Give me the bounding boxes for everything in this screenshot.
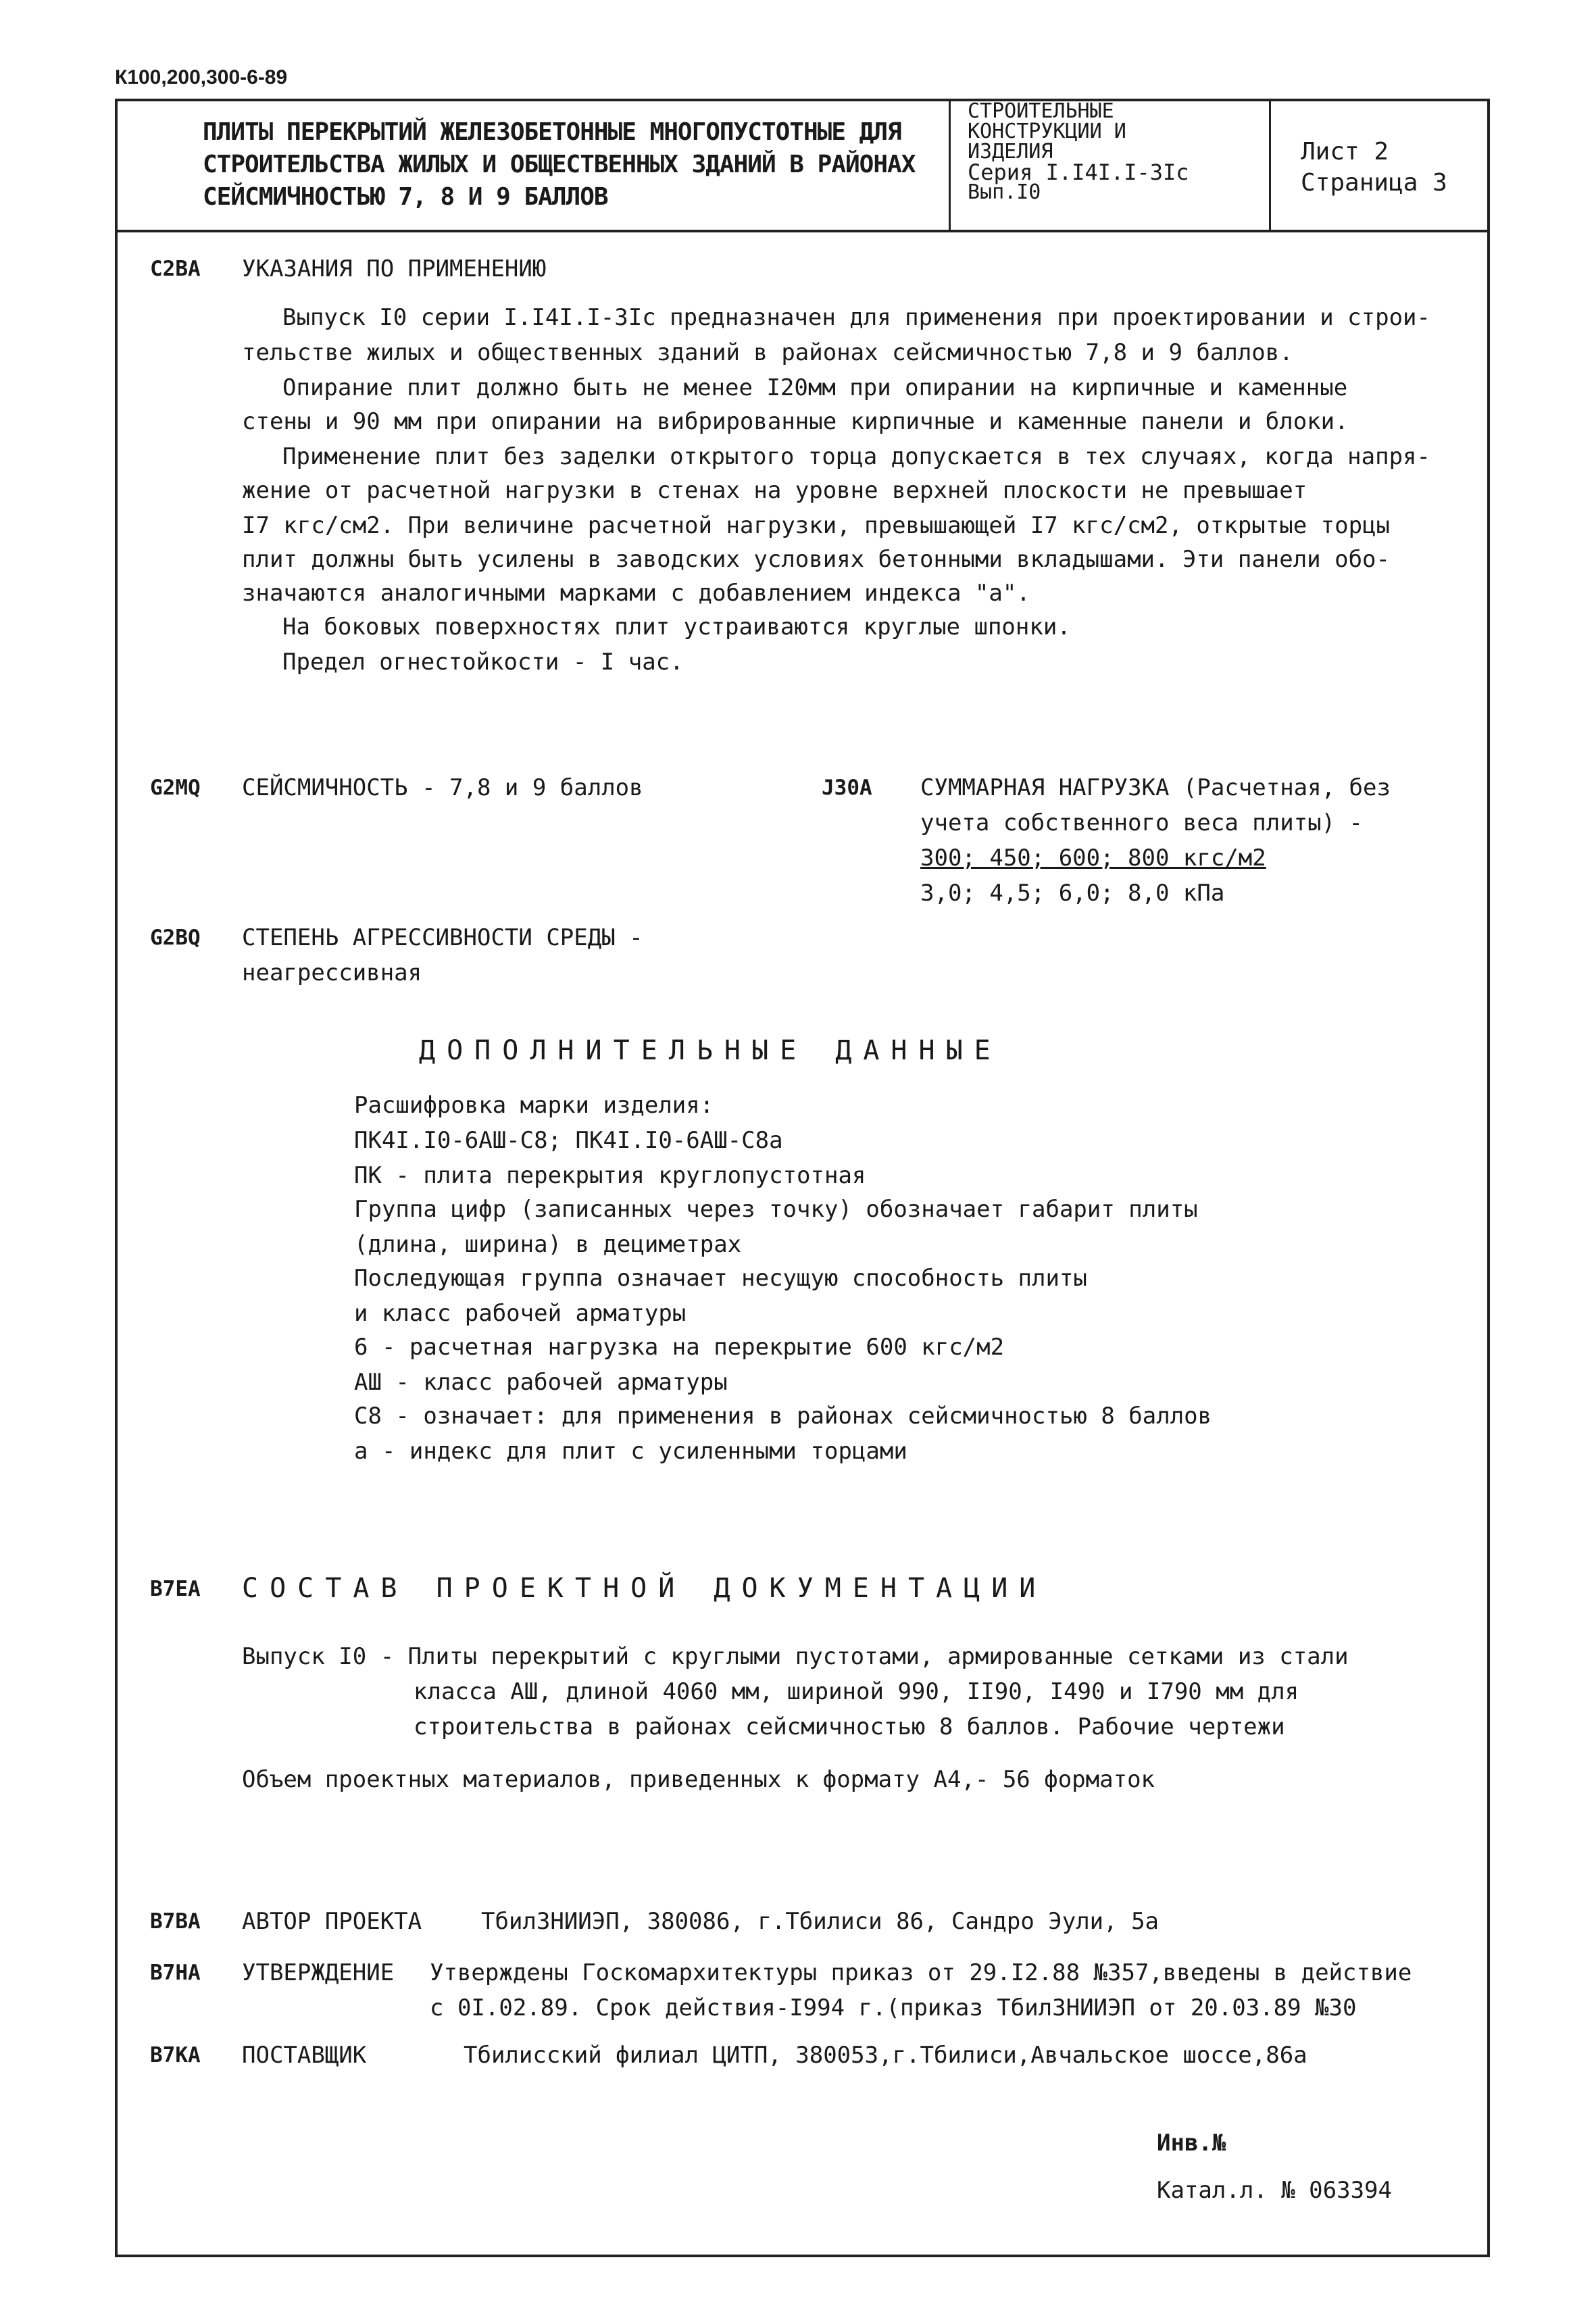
supplier-text: Тбилисский филиал ЦИТП, 380053,г.Тбилиси,Авчальское шоссе,86а [464,2042,1307,2069]
composition-line: класса АШ, длиной 4060 мм, шириной 990, II90, I490 и I790 мм для [414,1678,1299,1705]
sheet-number: Лист 2 [1301,138,1389,166]
usage-line: Выпуск I0 серии I.I4I.I-3Ic предназначен для применения при проектировании и строи- [282,304,1430,331]
author-code: B7BA [150,1909,201,1934]
header-title: ПЛИТЫ ПЕРЕКРЫТИЙ ЖЕЛЕЗОБЕТОННЫЕ МНОГОПУСТОТНЫЕ ДЛЯ СТРОИТЕЛЬСТВА ЖИЛЫХ И ОБЩЕСТВЕННЫХ ЗДАНИЙ В РАЙОНАХ СЕЙСМИЧНОСТЬЮ 7, 8 И 9 БАЛЛОВ [203,118,916,211]
catalog-number: Катал.л. № 063394 [1157,2177,1392,2204]
usage-line: На боковых поверхностях плит устраиваются круглые шпонки. [282,613,1071,640]
usage-code: C2BA [150,257,201,281]
approval-line: Утверждены Госкомархитектуры приказ от 29.I2.88 №357,введены в действие [430,1959,1412,1986]
usage-line: Применение плит без заделки открытого торца допускается в тех случаях, когда напря- [282,443,1430,470]
usage-line: жение от расчетной нагрузки в стенах на уровне верхней плоскости не превышает [242,477,1307,504]
extra-line: ПК4I.I0-6АШ-С8; ПК4I.I0-6АШ-С8а [354,1127,783,1154]
extra-line: ПК - плита перекрытия круглопустотная [354,1162,866,1189]
load-values-kpa: 3,0; 4,5; 6,0; 8,0 кПа [920,880,1225,907]
supplier-code: B7KA [150,2043,201,2067]
aggressiveness-value: неагрессивная [242,959,422,986]
header-col-divider-1 [949,99,951,231]
extra-line: а - индекс для плит с усиленными торцами [354,1438,907,1465]
inventory-number: Инв.№ [1157,2130,1226,2157]
author-text: ТбилЗНИИЭП, 380086, г.Тбилиси 86, Сандро Эули, 5а [481,1908,1159,1935]
supplier-label: ПОСТАВЩИК [242,2042,367,2069]
usage-line: I7 кгс/см2. При величине расчетной нагрузки, превышающей I7 кгс/см2, открытые торцы [242,512,1390,539]
usage-line: тельстве жилых и общественных зданий в районах сейсмичностью 7,8 и 9 баллов. [242,339,1293,366]
extra-line: 6 - расчетная нагрузка на перекрытие 600 кгс/м2 [354,1334,1005,1361]
author-label: АВТОР ПРОЕКТА [242,1908,422,1935]
approval-label: УТВЕРЖДЕНИЕ [242,1959,395,1986]
extra-line: АШ - класс рабочей арматуры [354,1369,728,1396]
composition-volume: Объем проектных материалов, приведенных к формату А4,- 56 форматок [242,1766,1155,1793]
usage-line: значаются аналогичными марками с добавлением индекса "а". [242,580,1030,607]
usage-line: плит должны быть усилены в заводских условиях бетонными вкладышами. Эти панели обо- [242,546,1390,573]
usage-heading: УКАЗАНИЯ ПО ПРИМЕНЕНИЮ [242,255,547,282]
load-heading: СУММАРНАЯ НАГРУЗКА (Расчетная, без [920,774,1391,801]
composition-line: строительства в районах сейсмичностью 8 баллов. Рабочие чертежи [414,1713,1285,1740]
load-subtext: учета собственного веса плиты) - [920,809,1364,836]
approval-line: с 0I.02.89. Срок действия-I994 г.(приказ ТбилЗНИИЭП от 20.03.89 №30 [430,1994,1357,2021]
aggressiveness-code: G2BQ [150,926,201,950]
extra-line: Группа цифр (записанных через точку) обозначает габарит плиты [354,1196,1198,1223]
usage-line: стены и 90 мм при опирании на вибрированные кирпичные и каменные панели и блоки. [242,408,1349,435]
header-col-divider-2 [1269,99,1271,231]
header-divider [115,230,1490,232]
composition-code: B7EA [150,1577,201,1601]
aggressiveness-heading: СТЕПЕНЬ АГРЕССИВНОСТИ СРЕДЫ - [242,924,643,951]
extra-line: и класс рабочей арматуры [354,1300,687,1327]
seismic-text: СЕЙСМИЧНОСТЬ - 7,8 и 9 баллов [242,774,643,801]
seismic-code: G2MQ [150,776,201,800]
header-sheet-info [1301,136,1447,199]
usage-line: Опирание плит должно быть не менее I20мм при опирании на кирпичные и каменные [282,374,1348,401]
extra-line: С8 - означает: для применения в районах сейсмичностью 8 баллов [354,1403,1212,1430]
composition-line: Выпуск I0 - Плиты перекрытий с круглыми пустотами, армированные сетками из стали [242,1643,1349,1670]
extra-heading: ДОПОЛНИТЕЛЬНЫЕ ДАННЫЕ [419,1035,1002,1066]
page-number: Страница 3 [1301,169,1447,197]
extra-line: (длина, ширина) в дециметрах [354,1231,742,1258]
load-code: J30A [822,776,872,800]
usage-line: Предел огнестойкости - I час. [282,649,684,676]
load-values-kgs: 300; 450; 600; 800 кгс/м2 [920,845,1266,872]
composition-heading: СОСТАВ ПРОЕКТНОЙ ДОКУМЕНТАЦИИ [242,1573,1047,1604]
header-category: СТРОИТЕЛЬНЫЕ КОНСТРУКЦИИ И ИЗДЕЛИЯ Серия I.I4I.I-3Ic Вып.I0 [968,99,1189,204]
approval-code: B7HA [150,1961,201,1985]
extra-line: Расшифровка марки изделия: [354,1092,714,1119]
document-code: К100,200,300-6-89 [115,66,288,89]
extra-line: Последующая группа означает несущую способность плиты [354,1265,1087,1292]
